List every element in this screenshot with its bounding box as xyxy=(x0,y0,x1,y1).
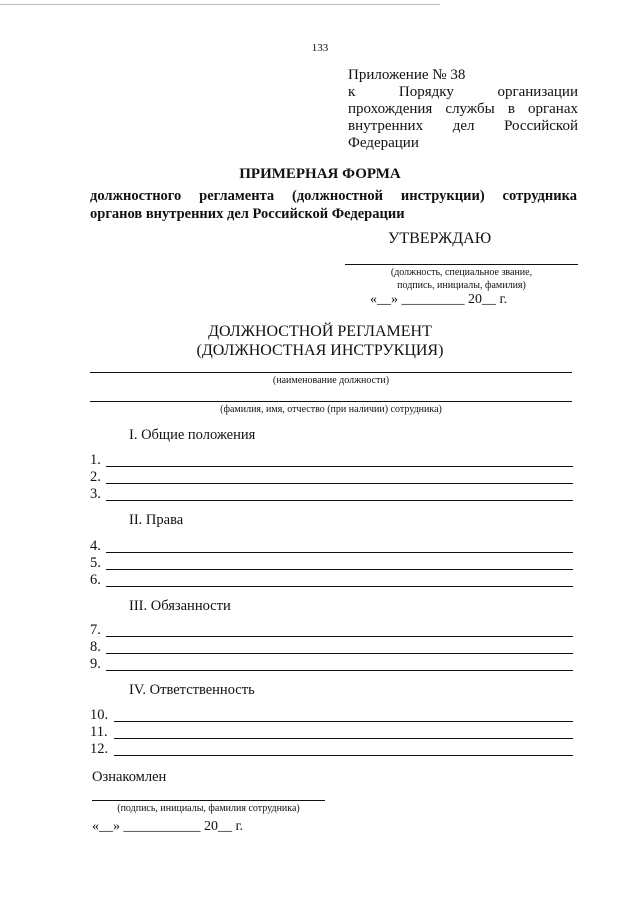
acknowledged-date[interactable]: «__» ___________ 20__ г. xyxy=(92,819,244,834)
item-number: 7. xyxy=(90,622,101,638)
document-name xyxy=(0,322,640,360)
item-number: 5. xyxy=(90,555,101,571)
item-number: 9. xyxy=(90,656,101,672)
item-input-line[interactable] xyxy=(106,586,573,587)
item-number: 6. xyxy=(90,572,101,588)
form-subtitle xyxy=(90,187,577,223)
item-input-line[interactable] xyxy=(114,721,573,722)
section-title-2: II. Права xyxy=(129,512,184,528)
document-name-line-1: ДОЛЖНОСТНОЙ РЕГЛАМЕНТ xyxy=(208,323,432,340)
position-input-line[interactable] xyxy=(90,372,572,373)
employee-name-input-line[interactable] xyxy=(90,401,572,402)
employee-name-caption: (фамилия, имя, отчество (при наличии) сотрудника) xyxy=(220,404,442,415)
approval-heading: УТВЕРЖДАЮ xyxy=(388,230,492,247)
item-input-line[interactable] xyxy=(106,569,573,570)
item-number: 12. xyxy=(90,741,109,757)
appendix-block xyxy=(348,67,578,152)
form-subtitle-line-1: должностного регламента (должностной инструкции) сотрудника xyxy=(90,188,577,204)
item-number: 10. xyxy=(90,707,109,723)
item-number: 2. xyxy=(90,469,101,485)
approval-date[interactable]: «__» _________ 20__ г. xyxy=(370,292,508,307)
approval-signature-line[interactable] xyxy=(345,264,578,265)
position-caption: (наименование должности) xyxy=(272,375,390,386)
item-number: 11. xyxy=(90,724,108,740)
item-input-line[interactable] xyxy=(106,483,573,484)
scan-edge-line xyxy=(0,4,440,5)
section-title-4: IV. Ответственность xyxy=(129,682,255,698)
acknowledged-signature-line[interactable] xyxy=(92,800,325,801)
appendix-line-5: Федерации xyxy=(348,135,419,151)
item-number: 8. xyxy=(90,639,101,655)
item-input-line[interactable] xyxy=(106,636,573,637)
section-title-3: III. Обязанности xyxy=(129,598,231,614)
item-input-line[interactable] xyxy=(106,466,573,467)
form-title: ПРИМЕРНАЯ ФОРМА xyxy=(239,166,401,182)
appendix-line-1: Приложение № 38 xyxy=(348,67,466,83)
item-number: 1. xyxy=(90,452,101,468)
item-input-line[interactable] xyxy=(106,500,573,501)
item-number: 3. xyxy=(90,486,101,502)
appendix-line-4: внутренних дел Российской xyxy=(348,118,578,134)
item-input-line[interactable] xyxy=(114,738,573,739)
item-input-line[interactable] xyxy=(106,552,573,553)
approval-caption-line-2: подпись, инициалы, фамилия) xyxy=(397,280,526,291)
document-name-line-2: (ДОЛЖНОСТНАЯ ИНСТРУКЦИЯ) xyxy=(196,342,444,359)
acknowledged-caption: (подпись, инициалы, фамилия сотрудника) xyxy=(117,803,300,814)
item-input-line[interactable] xyxy=(106,653,573,654)
form-subtitle-line-2: органов внутренних дел Российской Федерации xyxy=(90,206,405,222)
item-input-line[interactable] xyxy=(114,755,573,756)
appendix-line-2: к Порядку организации xyxy=(348,84,578,100)
appendix-line-3: прохождения службы в органах xyxy=(348,101,578,117)
section-title-1: I. Общие положения xyxy=(129,427,256,443)
item-input-line[interactable] xyxy=(106,670,573,671)
item-number: 4. xyxy=(90,538,101,554)
acknowledged-label: Ознакомлен xyxy=(92,769,167,785)
approval-caption xyxy=(345,266,578,292)
page-number: 133 xyxy=(311,42,329,54)
approval-caption-line-1: (должность, специальное звание, xyxy=(390,267,533,278)
